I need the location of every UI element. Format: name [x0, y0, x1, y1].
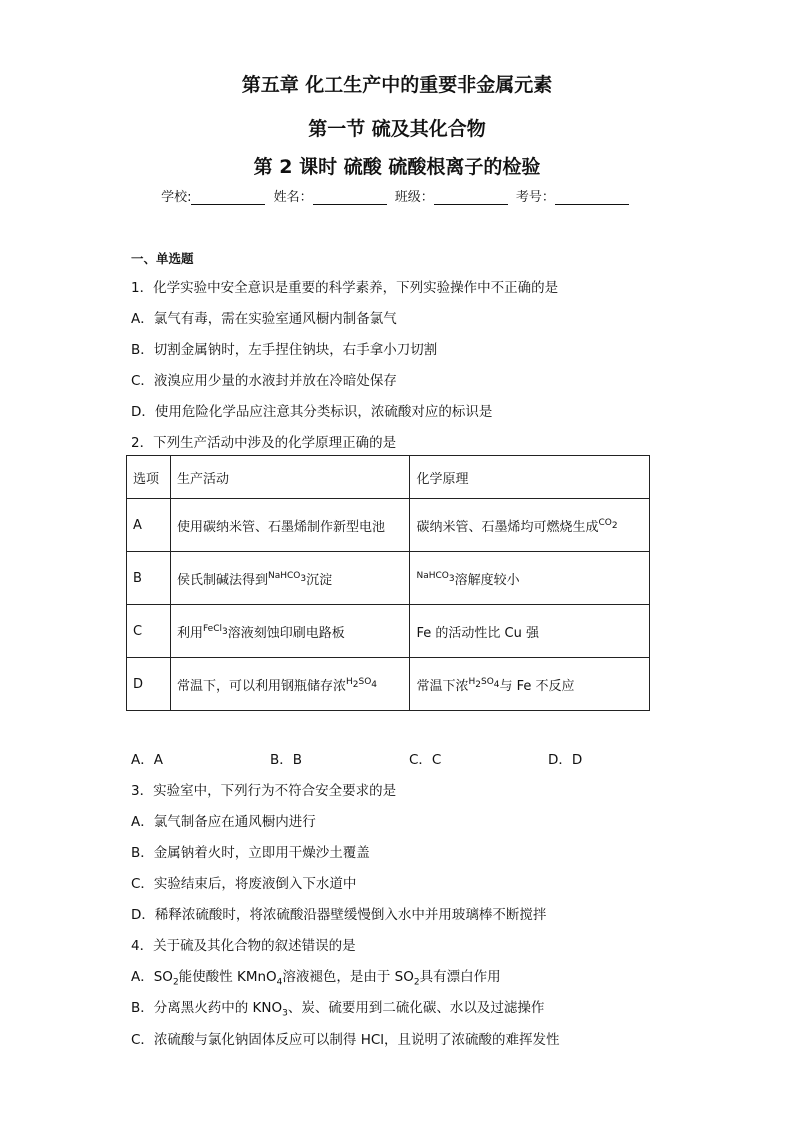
q3-stem: 3．实验室中，下列行为不符合安全要求的是 [131, 783, 397, 799]
q4-option-c: C．浓硫酸与氯化钠固体反应可以制得 HCl，且说明了浓硫酸的难挥发性 [131, 1032, 560, 1048]
q1-option-a: A．氯气有毒，需在实验室通风橱内制备氯气 [131, 311, 397, 327]
q3-option-b: B．金属钠着火时，立即用干燥沙土覆盖 [131, 845, 370, 861]
exam-no-label: 考号： [515, 190, 555, 205]
table-row [127, 605, 650, 658]
q2-option-d: D．D [548, 752, 583, 768]
q4-stem: 4．关于硫及其化合物的叙述错误的是 [131, 938, 356, 954]
school-label: 学校: [161, 190, 192, 205]
q4-option-b: B．分离黑火药中的 $KNO_3$、炭、硫要用到二硫化碳、水以及过滤操作 [131, 1000, 545, 1019]
header-principle: 化学原理 [410, 456, 650, 499]
lesson-title: 第 2 课时 硫酸 硫酸根离子的检验 [253, 156, 541, 178]
row-principle: $^{NaHCO_3}$溶解度较小 [410, 552, 650, 605]
row-activity: 侯氏制碱法得到$^{NaHCO_3}$沉淀 [170, 552, 410, 605]
row-option: B [127, 552, 171, 605]
q2-option-a: A．A [131, 752, 163, 768]
row-principle: Fe 的活动性比 Cu 强 [410, 605, 650, 658]
table-row [127, 658, 650, 711]
name-blank[interactable] [313, 190, 387, 205]
q3-option-c: C．实验结束后，将废液倒入下水道中 [131, 876, 357, 892]
header-activity: 生产活动 [170, 456, 410, 499]
q4-option-a: A．$SO_2$能使酸性 KMnO$_4$溶液褪色，是由于 $SO_2$具有漂白作用 [131, 969, 501, 988]
row-option: C [127, 605, 171, 658]
student-info-line [0, 186, 794, 205]
class-blank[interactable] [434, 190, 508, 205]
row-activity: 利用$^{FeCl_3}$溶液刻蚀印刷电路板 [170, 605, 410, 658]
q2-stem: 2．下列生产活动中涉及的化学原理正确的是 [131, 435, 397, 451]
section-title: 第一节 硫及其化合物 [308, 118, 486, 140]
row-principle: 常温下浓$^{H_2SO_4}$与 Fe 不反应 [410, 658, 650, 711]
name-label: 姓名： [273, 190, 313, 205]
header-option: 选项 [127, 456, 171, 499]
table-row [127, 552, 650, 605]
q1-stem: 1．化学实验中安全意识是重要的科学素养，下列实验操作中不正确的是 [131, 280, 559, 296]
q2-option-b: B．B [270, 752, 303, 768]
row-principle: 碳纳米管、石墨烯均可燃烧生成$^{CO_2}$ [410, 499, 650, 552]
table-row [127, 499, 650, 552]
school-blank[interactable] [191, 190, 265, 205]
chapter-title: 第五章 化工生产中的重要非金属元素 [241, 74, 553, 96]
q1-option-c: C．液溴应用少量的水液封并放在冷暗处保存 [131, 373, 397, 389]
class-label: 班级： [394, 190, 434, 205]
q3-option-d: D．稀释浓硫酸时，将浓硫酸沿器壁缓慢倒入水中并用玻璃棒不断搅拌 [131, 907, 547, 923]
row-activity: 常温下，可以利用钢瓶储存浓$^{H_2SO_4}$ [170, 658, 410, 711]
row-option: D [127, 658, 171, 711]
q1-option-d: D．使用危险化学品应注意其分类标识，浓硫酸对应的标识是 [131, 404, 493, 420]
q2-option-c: C．C [409, 752, 442, 768]
exam-no-blank[interactable] [555, 190, 629, 205]
row-option: A [127, 499, 171, 552]
q2-table [126, 455, 650, 711]
q1-option-b: B．切割金属钠时，左手捏住钠块，右手拿小刀切割 [131, 342, 438, 358]
row-activity: 使用碳纳米管、石墨烯制作新型电池 [170, 499, 410, 552]
table-header-row [127, 456, 650, 499]
part1-title: 一、单选题 [131, 251, 194, 266]
q3-option-a: A．氯气制备应在通风橱内进行 [131, 814, 316, 830]
